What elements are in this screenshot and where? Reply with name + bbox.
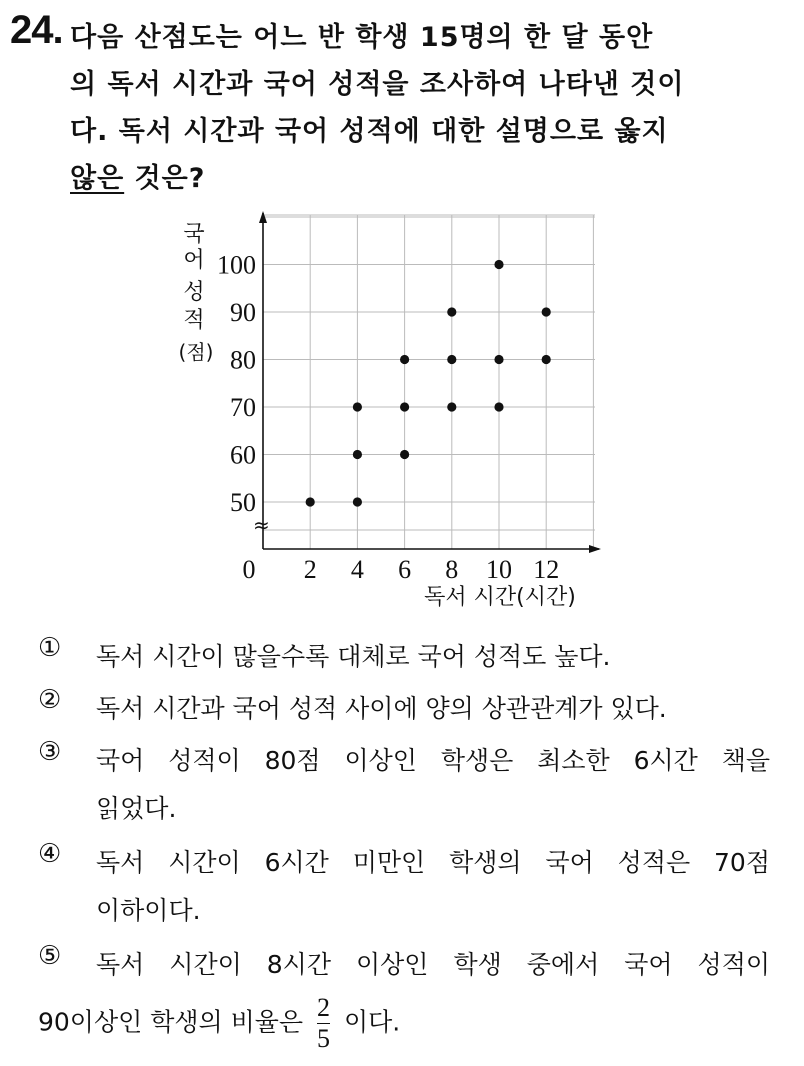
fraction-numerator: 2 — [317, 993, 331, 1022]
y-axis-label-char: 국 — [183, 222, 205, 247]
fraction — [317, 995, 330, 1052]
y-axis-unit: (점) — [178, 340, 214, 364]
x-tick-label: 10 — [486, 555, 512, 584]
data-point — [306, 497, 315, 506]
option-5-mark: ⑤ — [38, 941, 62, 971]
question-line-1: 다음 산점도는 어느 반 학생 15명의 한 달 동안 — [70, 22, 654, 53]
data-point — [353, 497, 362, 506]
x-tick-label: 4 — [350, 555, 364, 584]
option-2[interactable] — [30, 685, 770, 733]
x-tick-label: 8 — [445, 555, 459, 584]
option-2-text: 독서 시간과 국어 성적 사이에 양의 상관관계가 있다. — [96, 694, 667, 723]
option-1[interactable] — [30, 633, 770, 681]
data-point — [447, 307, 456, 316]
y-tick-label: 50 — [230, 488, 256, 517]
option-1-text: 독서 시간이 많을수록 대체로 국어 성적도 높다. — [96, 642, 611, 671]
option-4-text-cont: 이하이다. — [96, 896, 201, 925]
option-4[interactable] — [30, 839, 770, 935]
data-point — [353, 450, 362, 459]
data-point — [494, 402, 503, 411]
x-tick-label: 2 — [303, 555, 317, 584]
option-4-mark: ④ — [38, 839, 62, 869]
underlined-word: 않은 — [70, 163, 125, 194]
data-point — [494, 355, 503, 364]
data-point — [353, 402, 362, 411]
y-tick-label: 80 — [230, 345, 256, 375]
y-tick-label: 90 — [230, 298, 256, 327]
question-line-2: 의 독서 시간과 국어 성적을 조사하여 나타낸 것이 — [70, 69, 685, 100]
option-3-text-cont: 읽었다. — [96, 794, 177, 823]
data-point — [447, 402, 456, 411]
question-tail: 것은? — [124, 163, 206, 194]
x-tick-label: 6 — [398, 555, 412, 584]
x-axis-label: 독서 시간(시간) — [424, 585, 576, 610]
option-5[interactable] — [30, 941, 770, 1052]
data-point — [494, 260, 503, 269]
origin-label: 0 — [242, 555, 256, 584]
option-5-text-b: 이다. — [343, 1007, 401, 1037]
data-point — [447, 355, 456, 364]
option-1-mark: ① — [38, 633, 62, 663]
option-4-text: 독서 시간이 6시간 미만인 학생의 국어 성적은 70점 — [96, 848, 770, 877]
data-point — [400, 355, 409, 364]
y-tick-label: 70 — [230, 393, 256, 422]
option-3-text: 국어 성적이 80점 이상인 학생은 최소한 6시간 책을 — [96, 746, 770, 775]
fraction-denominator: 5 — [317, 1024, 331, 1053]
option-3-mark: ③ — [38, 737, 62, 767]
y-tick-label: 100 — [217, 250, 256, 280]
y-axis-label-char: 적 — [183, 308, 205, 333]
data-point — [400, 450, 409, 459]
question-number: 24. — [10, 8, 63, 52]
data-point — [400, 402, 409, 411]
x-axis-arrow — [589, 545, 601, 553]
data-point — [542, 355, 551, 364]
y-tick-label: 60 — [230, 440, 256, 470]
y-axis-label-char: 성 — [183, 280, 205, 305]
answer-options — [30, 633, 770, 1052]
axis-break-symbol: ≈ — [253, 513, 270, 537]
question-line-3: 다. 독서 시간과 국어 성적에 대한 설명으로 옳지 — [70, 116, 669, 147]
y-axis-label-char: 어 — [183, 248, 205, 273]
option-5-text-a: 90이상인 학생의 비율은 — [38, 1007, 304, 1037]
option-2-mark: ② — [38, 685, 62, 715]
chart-points — [306, 260, 551, 507]
data-point — [542, 307, 551, 316]
x-tick-label: 12 — [533, 555, 560, 584]
option-3[interactable] — [30, 737, 770, 833]
option-5-text-cont — [38, 995, 770, 1052]
option-5-text: 독서 시간이 8시간 이상인 학생 중에서 국어 성적이 — [96, 950, 770, 979]
